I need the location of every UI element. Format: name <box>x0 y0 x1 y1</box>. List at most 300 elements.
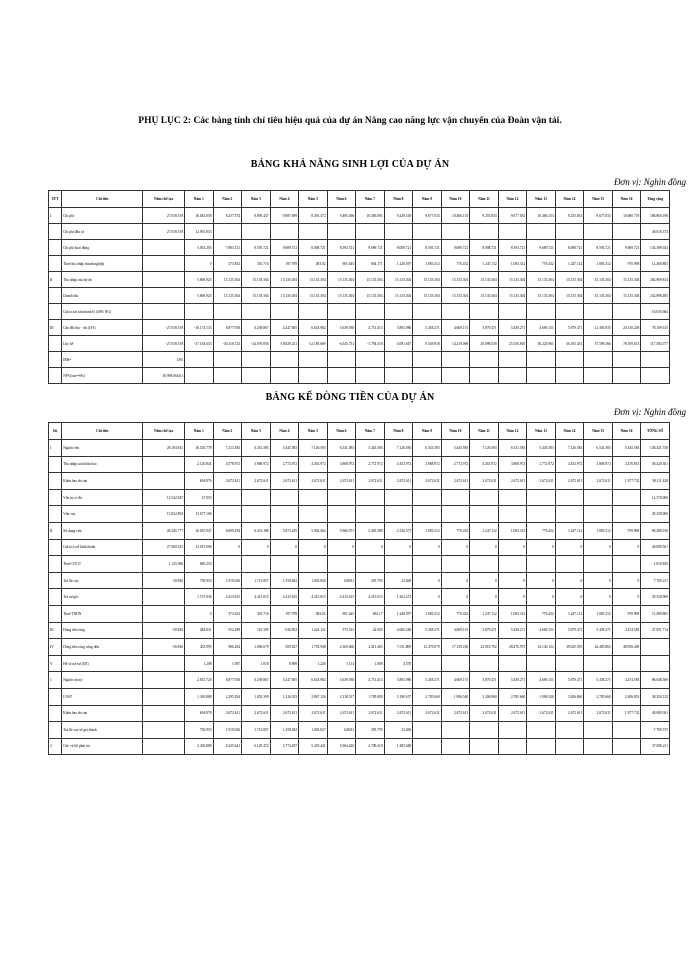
table-cell: 4.751.413 <box>356 320 385 336</box>
table-cell: 15.135.304 <box>413 288 442 304</box>
row-label: Thuế thu nhập doanh nghiệp <box>62 256 143 272</box>
table-cell: 2.672.611 <box>498 705 527 722</box>
table-cell <box>470 556 499 573</box>
table-cell: 15.135.304 <box>441 272 470 288</box>
table-cell: 0 <box>470 589 499 606</box>
table-cell: 15.135.304 <box>242 272 271 288</box>
column-header: Năm 7 <box>356 191 385 208</box>
table-cell: 16.998.064,61 <box>143 368 185 384</box>
table-cell: 1.785.000 <box>356 688 385 705</box>
row-label: Trả nợ gốc <box>62 589 143 606</box>
table-cell: 301.716 <box>242 256 271 272</box>
column-header: Năm 16 <box>612 191 641 208</box>
table-cell: 2.672.611 <box>299 705 328 722</box>
table-cell <box>270 556 299 573</box>
table-cell: 0 <box>413 539 442 556</box>
table-cell: 1.003.826 <box>299 572 328 589</box>
table-cell: 0 <box>413 589 442 606</box>
table-cell: 2.672.611 <box>270 705 299 722</box>
table-cell: 3.868.972 <box>242 456 271 473</box>
table-cell: 301.716 <box>242 605 271 622</box>
table-cell: 1.853.399 <box>242 688 271 705</box>
table-cell <box>584 224 613 240</box>
table-row <box>49 304 670 320</box>
table-cell: 2.672.611 <box>242 473 271 490</box>
cashflow-table <box>48 422 670 755</box>
row-number <box>49 539 62 556</box>
table-cell: 0 <box>356 539 385 556</box>
table-cell: 0 <box>555 589 584 606</box>
table-cell <box>143 688 185 705</box>
table-cell <box>143 605 185 622</box>
table-cell: 2.672.611 <box>470 473 499 490</box>
table-cell: 47.951.714 <box>641 622 670 639</box>
table-cell: 5.247.605 <box>270 672 299 689</box>
table-cell: 7.760.211 <box>641 572 670 589</box>
row-label: Trả lãi vay <box>62 572 143 589</box>
table-cell: 3.868.972 <box>327 456 356 473</box>
table-row <box>49 605 670 622</box>
row-label: Sử dụng vốn <box>62 522 143 539</box>
table-cell: 2.867.126 <box>299 688 328 705</box>
table-cell <box>143 456 185 473</box>
table-cell: 0 <box>441 572 470 589</box>
table-cell <box>299 368 328 384</box>
table-cell: 5.879.471 <box>555 672 584 689</box>
table-cell: 2.496.853 <box>612 688 641 705</box>
table-cell: 15.135.304 <box>299 288 328 304</box>
table-cell: 986.284 <box>213 639 242 656</box>
table-cell <box>555 556 584 573</box>
table-cell: 4.669.151 <box>441 672 470 689</box>
table-cell <box>584 722 613 739</box>
column-header: Tổng cộng <box>641 191 670 208</box>
table-cell: 0 <box>441 589 470 606</box>
table-cell: 1.240.597 <box>384 256 413 272</box>
table-cell <box>143 288 185 304</box>
table-cell: 293.795 <box>356 722 385 739</box>
table-cell: 373.652 <box>213 605 242 622</box>
table-row <box>49 589 670 606</box>
profitability-table <box>48 190 670 384</box>
table-cell <box>143 240 185 256</box>
table-cell: 0 <box>527 539 556 556</box>
table-row <box>49 672 670 689</box>
table-cell <box>441 722 470 739</box>
table-cell: -37.194.653 <box>185 336 214 352</box>
table-cell: 776.432 <box>527 605 556 622</box>
table-cell: 2.411.465 <box>356 639 385 656</box>
table-cell <box>555 304 584 320</box>
table-cell: 648.81 <box>327 722 356 739</box>
table-cell <box>584 655 613 672</box>
table-row <box>49 738 670 755</box>
table-cell <box>555 224 584 240</box>
table-cell: 2.785.660 <box>413 688 442 705</box>
table-cell <box>612 556 641 573</box>
table-cell: 3.868.972 <box>498 456 527 473</box>
column-header: Năm 2 <box>213 191 242 208</box>
row-label: Thuế GTGT <box>62 556 143 573</box>
table-cell: 1.713.857 <box>242 572 271 589</box>
table-cell: 0 <box>498 539 527 556</box>
table-cell: 9.549.918 <box>413 336 442 352</box>
table-cell: 4.709.410 <box>356 738 385 755</box>
table-cell: 0 <box>498 589 527 606</box>
table-cell: 2.672.611 <box>441 473 470 490</box>
table-row <box>49 506 670 523</box>
table-cell: 5.639.938 <box>327 672 356 689</box>
table-cell: 1.208 <box>185 655 214 672</box>
column-header: Năm 14 <box>555 191 584 208</box>
table-row <box>49 256 670 272</box>
table-row <box>49 224 670 240</box>
table-cell: 8.008.721 <box>299 240 328 256</box>
table-cell: 0 <box>185 605 214 622</box>
table-cell <box>584 368 613 384</box>
table-cell: 1.358.842 <box>270 572 299 589</box>
table2-unit: Đơn vị: Nghìn đồng <box>613 407 686 417</box>
table-cell: 8.008.721 <box>555 240 584 256</box>
table-cell: 15.135.304 <box>527 272 556 288</box>
row-label: Doanh thu <box>62 288 143 304</box>
table-cell: 15.135.304 <box>242 288 271 304</box>
table-cell: 5.445.583 <box>270 440 299 457</box>
table-cell: 13.019.006 <box>185 539 214 556</box>
table-cell: 232.898.485 <box>641 288 670 304</box>
table-cell <box>641 368 670 384</box>
column-header: Năm 13 <box>527 191 556 208</box>
table-cell: 9.255.833 <box>470 208 499 224</box>
table-cell: 0 <box>527 589 556 606</box>
column-header: Năm 11 <box>470 423 499 440</box>
table-cell <box>441 506 470 523</box>
table-cell: 50.836 <box>143 572 185 589</box>
table-cell <box>555 368 584 384</box>
table-cell: 1.285.648 <box>384 738 413 755</box>
table-cell: 3.206.860 <box>555 688 584 705</box>
table-cell: 58.420.301 <box>641 456 670 473</box>
table-cell: 1.087 <box>213 655 242 672</box>
table-cell: 4.415.615 <box>299 589 328 606</box>
row-number <box>49 336 62 352</box>
table-cell: 575.512 <box>327 622 356 639</box>
table-cell: 4.751.413 <box>356 672 385 689</box>
row-number <box>49 489 62 506</box>
table-cell: 1.810.839 <box>641 556 670 573</box>
table-cell: 197.978 <box>270 605 299 622</box>
table-cell: 1.083.312 <box>584 522 613 539</box>
table-cell: 197.978 <box>270 256 299 272</box>
table-cell: 5.445.583 <box>527 440 556 457</box>
column-header: Năm 10 <box>441 423 470 440</box>
column-header: Năm 12 <box>498 191 527 208</box>
table-cell: 15.135.304 <box>213 288 242 304</box>
table-cell: 1.018 <box>242 655 271 672</box>
table-cell <box>584 556 613 573</box>
table-cell: 569.827 <box>270 639 299 656</box>
table-cell: 2.772.972 <box>441 456 470 473</box>
table-cell: 1.083.312 <box>413 256 442 272</box>
column-header: Năm 8 <box>384 191 413 208</box>
table-cell: 15.135.304 <box>356 272 385 288</box>
table-cell: 134.389.023 <box>641 240 670 256</box>
table-cell <box>612 304 641 320</box>
table-cell: 2.672.611 <box>327 705 356 722</box>
table-cell: 901.645 <box>327 605 356 622</box>
table-cell <box>242 368 271 384</box>
column-header: Năm 9 <box>413 191 442 208</box>
table-cell: 0 <box>270 539 299 556</box>
table-cell: 23.268 <box>384 722 413 739</box>
table-cell: 1.083.312 <box>584 256 613 272</box>
row-number <box>49 705 62 722</box>
table-cell: 1.793.948 <box>299 639 328 656</box>
table-cell <box>327 368 356 384</box>
table-cell <box>299 489 328 506</box>
row-number: 1 <box>49 672 62 689</box>
table-cell: 78.109.615 <box>612 336 641 352</box>
table-cell: 6.643.982 <box>299 320 328 336</box>
table-cell: 23.268 <box>384 572 413 589</box>
table-cell: 12.991.853 <box>185 224 214 240</box>
table-cell <box>641 639 670 656</box>
table-cell: 4.415.615 <box>213 589 242 606</box>
table-cell <box>555 738 584 755</box>
table-cell: 1.358.842 <box>270 722 299 739</box>
table-cell: 27.069.355 <box>143 539 185 556</box>
table-cell: 16.043.058 <box>185 208 214 224</box>
table-cell <box>441 304 470 320</box>
table-cell: 1.977.732 <box>612 473 641 490</box>
table-row <box>49 556 670 573</box>
column-header: Năm 9 <box>413 423 442 440</box>
column-header: STT <box>49 191 62 208</box>
table-cell: 373.852 <box>213 256 242 272</box>
row-number <box>49 605 62 622</box>
table-cell: 293.795 <box>356 572 385 589</box>
table-cell <box>413 556 442 573</box>
table-cell <box>213 489 242 506</box>
table-cell: 9.689.721 <box>612 240 641 256</box>
table-cell <box>384 556 413 573</box>
table-row <box>49 705 670 722</box>
table-cell: 0 <box>612 539 641 556</box>
table-cell: 9.887.699 <box>270 208 299 224</box>
table-cell: 28.245.777 <box>143 522 185 539</box>
table-cell: 4.578.972 <box>213 456 242 473</box>
table-cell: 4.415.615 <box>356 589 385 606</box>
table-cell <box>270 489 299 506</box>
table-cell: 15.135.304 <box>270 272 299 288</box>
table-cell <box>270 304 299 320</box>
table-cell: -30.316.723 <box>213 336 242 352</box>
document-title: PHỤ LỤC 2: Các bảng tính chỉ tiêu hiệu quả của dự án Nâng cao năng lực vận chuyển của Đoàn vận tải. <box>138 116 562 126</box>
table-cell <box>470 352 499 368</box>
table2-title: BẢNG KẾ DÒNG TIỀN CỦA DỰ ÁN <box>265 392 435 403</box>
table-cell: 9.689.721 <box>270 240 299 256</box>
table-cell: 7.126.583 <box>470 440 499 457</box>
table-cell: 1.009 <box>356 655 385 672</box>
table-cell <box>185 368 214 384</box>
table-cell: 33.146.122 <box>527 639 556 656</box>
column-header: Chỉ tiêu <box>62 191 143 208</box>
table-cell: 694.171 <box>356 256 385 272</box>
table-cell <box>270 506 299 523</box>
table-cell: 5.458.271 <box>413 672 442 689</box>
table-cell: 7.883.721 <box>213 240 242 256</box>
table-cell <box>441 556 470 573</box>
table-cell <box>612 352 641 368</box>
table-cell <box>413 352 442 368</box>
row-number <box>49 288 62 304</box>
table-cell: 23.018.702 <box>470 639 499 656</box>
table-cell <box>356 556 385 573</box>
table-cell: 685.253 <box>185 556 214 573</box>
row-label: Khấu hao tài sản <box>62 473 143 490</box>
table-cell <box>242 224 271 240</box>
table-cell: 1.083.312 <box>498 605 527 622</box>
table-cell: 0 <box>555 572 584 589</box>
row-label: Nguồn vốn <box>62 440 143 457</box>
table-cell: 901.645 <box>327 256 356 272</box>
table-cell: 15.135.304 <box>527 288 556 304</box>
table-cell: 11.489.805 <box>641 605 670 622</box>
column-header: Năm 1 <box>185 423 214 440</box>
column-header: Năm 3 <box>242 191 271 208</box>
table-cell: 5.966.071 <box>327 522 356 539</box>
table-cell: 8.491.472 <box>299 208 328 224</box>
table-cell: 48.958.449 <box>612 639 641 656</box>
row-number <box>49 572 62 589</box>
table-row <box>49 473 670 490</box>
table-cell <box>413 722 442 739</box>
table-cell: 3.053.205 <box>185 240 214 256</box>
column-header: Năm 5 <box>299 191 328 208</box>
table-cell: 0 <box>242 539 271 556</box>
table-cell: 694.17 <box>356 605 385 622</box>
table-cell: 1.977.732 <box>612 705 641 722</box>
table-cell: -50.836 <box>143 639 185 656</box>
table-cell <box>413 368 442 384</box>
table-cell: 4.669.151 <box>527 622 556 639</box>
table-cell: 5.403.588 <box>356 522 385 539</box>
table-cell: -12.185.669 <box>299 336 328 352</box>
table-cell <box>584 506 613 523</box>
table-cell: 1.910.026 <box>213 722 242 739</box>
row-label: Cân đối thu - chi (II-I) <box>62 320 143 336</box>
table-cell: 4.453.972 <box>470 456 499 473</box>
column-header: Năm 8 <box>384 423 413 440</box>
table-cell: 776.432 <box>441 605 470 622</box>
table-cell <box>527 368 556 384</box>
table-cell <box>356 352 385 368</box>
table-cell <box>143 256 185 272</box>
table-cell <box>584 304 613 320</box>
table-cell: 78.109.615 <box>641 320 670 336</box>
table-cell: 15.135.304 <box>356 288 385 304</box>
table-cell: 6.431.188 <box>242 522 271 539</box>
table-cell: 15.135.304 <box>413 272 442 288</box>
table-row <box>49 208 670 224</box>
table-cell <box>470 304 499 320</box>
table-cell <box>413 506 442 523</box>
table-cell: 6.541.583 <box>327 440 356 457</box>
table-cell: 0 <box>327 539 356 556</box>
table-cell: 8.257.574 <box>213 208 242 224</box>
table-cell: 5.458.271 <box>498 320 527 336</box>
table-cell: 9.689.721 <box>441 240 470 256</box>
table-cell: 1.083.312 <box>498 522 527 539</box>
table-row <box>49 688 670 705</box>
table-cell: 2.672.611 <box>527 705 556 722</box>
row-number <box>49 456 62 473</box>
table-row <box>49 655 670 672</box>
table-cell: 7.126.583 <box>299 440 328 457</box>
table-cell: 29.330.000 <box>641 506 670 523</box>
table-cell: 15.135.304 <box>441 288 470 304</box>
table2-header-row <box>49 423 670 440</box>
table-cell: -27.018.519 <box>143 320 185 336</box>
table-cell <box>555 489 584 506</box>
table-cell: 2.672.611 <box>299 473 328 490</box>
table-cell <box>327 556 356 573</box>
table-cell: 8.008.721 <box>470 240 499 256</box>
table-cell <box>143 272 185 288</box>
table-cell: 15.135.304 <box>555 272 584 288</box>
table-cell: 15.135.304 <box>270 288 299 304</box>
row-label: Nguồn trả nợ <box>62 672 143 689</box>
table-cell: 2.672.611 <box>498 473 527 490</box>
table-cell <box>470 224 499 240</box>
table-cell <box>143 473 185 490</box>
table-cell: 5.639.938 <box>327 320 356 336</box>
table-cell: 2.672.611 <box>441 705 470 722</box>
column-header: Năm chế tạo <box>143 423 185 440</box>
table-cell <box>584 352 613 368</box>
table-cell <box>612 506 641 523</box>
column-header: Năm 6 <box>327 423 356 440</box>
table-cell: 2.772.972 <box>270 456 299 473</box>
table-cell: 20.098.539 <box>470 336 499 352</box>
table-cell: 6.877.930 <box>213 320 242 336</box>
table-cell: 44.483.865 <box>584 639 613 656</box>
table-row <box>49 539 670 556</box>
table-cell: -1.794.318 <box>356 336 385 352</box>
table-cell: 15.652.894 <box>143 506 185 523</box>
table-cell: 14.219.069 <box>441 336 470 352</box>
table-cell <box>612 368 641 384</box>
table-cell: 0 <box>213 539 242 556</box>
table-cell <box>356 224 385 240</box>
table-cell: 1.083.312 <box>498 256 527 272</box>
table-cell: 9.495.366 <box>327 208 356 224</box>
column-header: Năm 2 <box>213 423 242 440</box>
table-cell: 970.998 <box>612 522 641 539</box>
table-cell: 4.453.972 <box>555 456 584 473</box>
table-row <box>49 272 670 288</box>
table-cell: 3.868.972 <box>413 456 442 473</box>
table-cell: 5.885.986 <box>384 320 413 336</box>
table-cell: 4.669.151 <box>441 622 470 639</box>
row-number <box>49 473 62 490</box>
row-label: Gốc và lãi phải trả <box>62 738 143 755</box>
table-cell: 86.048.569 <box>641 672 670 689</box>
table-cell <box>327 506 356 523</box>
table-cell: 9.249.318 <box>384 208 413 224</box>
table-cell: 8.593.721 <box>242 240 271 256</box>
column-header: Năm 1 <box>185 191 214 208</box>
